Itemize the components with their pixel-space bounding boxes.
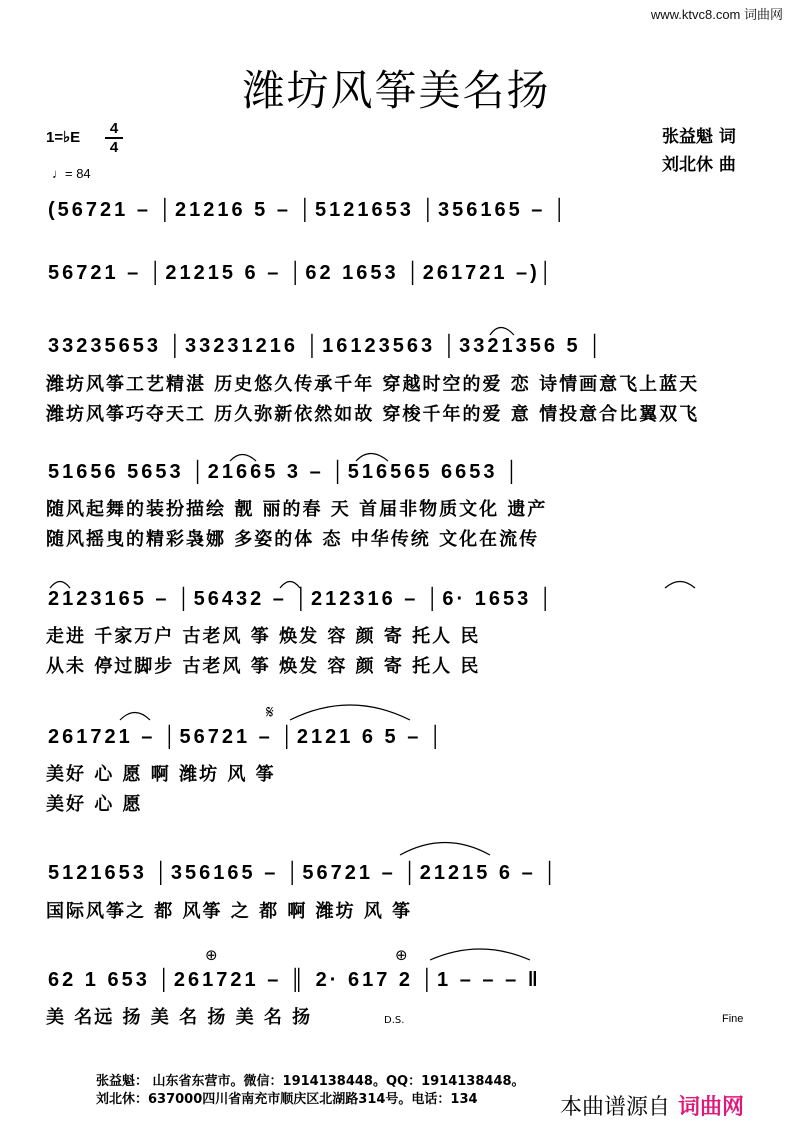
lyricist-credit: 张益魁 词 [662, 127, 736, 147]
slur-arc [665, 582, 695, 589]
source-note [560, 1090, 744, 1121]
staff-line-5: 2123165 – │56432 – │212316 – │6· 1653 │ [48, 588, 556, 610]
key-signature: 1=♭E [46, 129, 81, 146]
lyric-line: 走进 千家万户 古老风 筝 焕发 容 颜 寄 托人 民 [46, 626, 481, 647]
tempo-mark: ♩= 84 [52, 166, 91, 181]
lyric-line: 从未 停过脚步 古老风 筝 焕发 容 颜 寄 托人 民 [46, 656, 481, 677]
lyric-line: 美好 心 愿 [46, 794, 143, 815]
staff-line-8: 62 1 653 │261721 – ║ 2· 617 2 │1 – – – ‖ [48, 969, 541, 991]
slur-arc [280, 582, 300, 589]
staff-line-7: 5121653 │356165 – │56721 – │21215 6 – │ [48, 862, 560, 884]
coda-icon: ⊕ [205, 946, 218, 964]
staff-line-3: 33235653 │33231216 │16123563 │3321356 5 │ [48, 335, 605, 357]
composer-credit: 刘北休 曲 [662, 155, 736, 175]
slur-arc [50, 582, 70, 589]
slur-arc [230, 455, 256, 462]
segno-icon: 𝄋 [266, 702, 274, 723]
staff-line-4: 51656 5653 │21665 3 – │516565 6653 │ [48, 461, 522, 483]
staff-line-1: (56721 – │21216 5 – │5121653 │356165 – │ [48, 199, 570, 221]
lyric-line: 潍坊风筝巧夺天工 历久弥新依然如故 穿梭千年的爱 意 情投意合比翼双飞 [46, 404, 700, 425]
lyric-line: 美好 心 愿 啊 潍坊 风 筝 [46, 764, 276, 785]
lyric-line: 国际风筝之 都 风筝 之 都 啊 潍坊 风 筝 [46, 901, 413, 922]
slur-arc [430, 949, 530, 960]
coda-icon: ⊕ [395, 946, 408, 964]
source-label: 本曲谱源自 [560, 1095, 671, 1120]
fine-label: Fine [722, 1013, 744, 1025]
time-sig-denominator: 4 [109, 139, 119, 156]
staff-line-2: 56721 – │21215 6 – │62 1653 │261721 –)│ [48, 262, 556, 284]
ds-label: D.S. [384, 1015, 405, 1026]
lyric-line: 随风起舞的装扮描绘 靓 丽的春 天 首届非物质文化 遗产 [46, 499, 548, 520]
time-sig-numerator: 4 [109, 120, 119, 137]
footer-line: 刘北休：637000四川省南充市顺庆区北湖路314号。电话：134 [96, 1092, 478, 1107]
slur-arc [290, 705, 410, 720]
source-brand[interactable]: 词曲网 [678, 1095, 745, 1120]
lyric-line: 美 名远 扬 美 名 扬 美 名 扬 [46, 1007, 313, 1028]
staff-line-6: 261721 – │56721 – │2121 6 5 – │ [48, 726, 446, 748]
watermark: www.ktvc8.com 词曲网 [650, 7, 783, 22]
lyric-line: 随风摇曳的精彩袅娜 多姿的体 态 中华传统 文化在流传 [46, 529, 540, 550]
page-title: 潍坊风筝美名扬 [242, 66, 551, 115]
lyric-line: 潍坊风筝工艺精湛 历史悠久传承千年 穿越时空的爱 恋 诗情画意飞上蓝天 [46, 374, 700, 395]
slur-arc [120, 713, 150, 721]
footer-line: 张益魁： 山东省东营市。微信：1914138448。QQ：1914138448。 [96, 1074, 525, 1089]
slur-arc [356, 454, 388, 462]
slur-arc [400, 843, 490, 856]
slur-arc [490, 328, 514, 336]
